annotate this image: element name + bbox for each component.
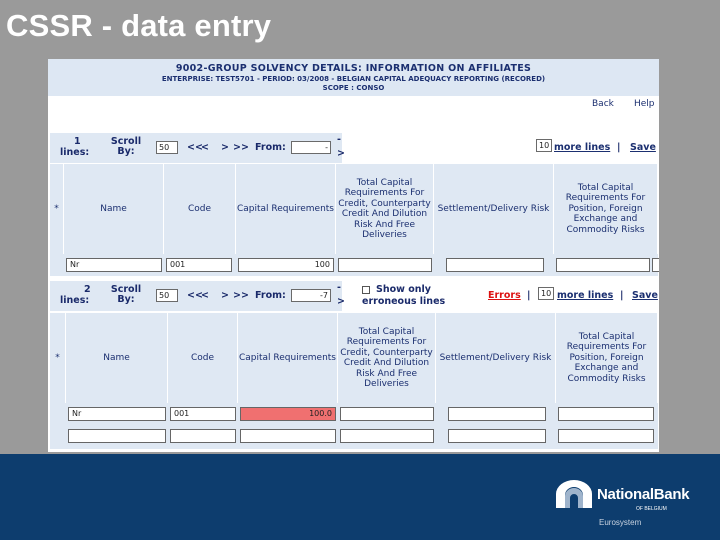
erroneous-lines-label: erroneous lines — [362, 296, 446, 307]
table-row — [50, 404, 658, 424]
separator: | — [617, 142, 621, 153]
form-header — [48, 59, 659, 96]
help-link[interactable]: Help — [634, 99, 655, 109]
code-field[interactable]: 001 — [166, 258, 232, 272]
panel2-controls — [50, 281, 658, 311]
col-name: Name — [66, 313, 168, 403]
credit-risk-field[interactable] — [338, 258, 432, 272]
show-only-checkbox[interactable] — [362, 286, 370, 294]
col-code: Code — [168, 313, 238, 403]
nav-next[interactable]: > — [221, 290, 229, 301]
name-field[interactable]: Nr — [68, 407, 166, 421]
save-link[interactable]: Save — [630, 142, 656, 153]
eurosystem-label: Eurosystem — [599, 518, 642, 527]
settlement-risk-field[interactable] — [446, 258, 544, 272]
col-code: Code — [164, 164, 236, 254]
col-position-risk: Total Capital Requirements For Position, Foreign Exchange and Commodity Risks — [554, 164, 658, 254]
settlement-risk-field[interactable] — [448, 407, 546, 421]
national-bank-logo-icon — [552, 478, 596, 510]
code-field[interactable] — [170, 429, 236, 443]
bank-name: NationalBank — [597, 486, 690, 503]
capital-requirements-field[interactable]: 100.0 — [240, 407, 336, 421]
col-position-risk: Total Capital Requirements For Position, Foreign Exchange and Commodity Risks — [556, 313, 658, 403]
from-input[interactable]: -7 — [291, 289, 331, 302]
settlement-risk-field[interactable] — [448, 429, 546, 443]
form-subtitle: ENTERPRISE: TEST5701 - PERIOD: 03/2008 - BELGIAN CAPITAL ADEQUACY REPORTING (RECORED) — [161, 75, 546, 83]
col-settlement-risk: Settlement/Delivery Risk — [436, 313, 556, 403]
name-field[interactable]: Nr — [66, 258, 162, 272]
lines-count: 2 — [84, 284, 91, 295]
name-field[interactable] — [68, 429, 166, 443]
more-lines-input[interactable]: 10 — [536, 139, 552, 152]
from-label: From: — [255, 142, 286, 153]
nav-prev[interactable]: < — [201, 142, 209, 153]
col-settlement-risk: Settlement/Delivery Risk — [434, 164, 554, 254]
capital-requirements-field[interactable] — [240, 429, 336, 443]
form-scope: SCOPE : CONSO — [322, 84, 385, 92]
scroll-by-input[interactable]: 50 — [156, 289, 178, 302]
position-risk-field[interactable] — [558, 429, 654, 443]
scroll-by-input[interactable]: 50 — [156, 141, 178, 154]
marker-col: * — [50, 164, 64, 254]
more-lines-input[interactable]: 10 — [538, 287, 554, 300]
save-link[interactable]: Save — [632, 290, 658, 301]
back-link[interactable]: Back — [592, 99, 614, 109]
marker-col: * — [50, 313, 66, 403]
show-only-label: Show only — [376, 284, 431, 295]
capital-requirements-field[interactable]: 100 — [238, 258, 334, 272]
separator: | — [527, 290, 531, 301]
col-credit-risk: Total Capital Requirements For Credit, Counterparty Credit And Dilution Risk And Free Deliveries — [338, 313, 436, 403]
nav-last[interactable]: >> — [233, 142, 249, 153]
minus-button[interactable]: - — [337, 282, 341, 293]
credit-risk-field[interactable] — [340, 407, 434, 421]
col-capital-requirements: Capital Requirements — [238, 313, 338, 403]
from-input[interactable]: - — [291, 141, 331, 154]
lines-label: lines: — [60, 295, 90, 306]
slide-title: CSSR - data entry — [6, 8, 272, 43]
table-row — [50, 255, 658, 275]
panel1-controls — [50, 133, 658, 163]
panel2-grid — [50, 313, 658, 449]
nav-last[interactable]: >> — [233, 290, 249, 301]
nav-next[interactable]: > — [221, 142, 229, 153]
more-lines-link[interactable]: more lines — [557, 290, 614, 301]
nav-first[interactable]: << — [187, 290, 203, 301]
separator: | — [620, 290, 624, 301]
lines-count: 1 — [74, 136, 81, 147]
nav-prev[interactable]: < — [201, 290, 209, 301]
gt-button[interactable]: > — [337, 148, 345, 159]
extra-field[interactable] — [652, 258, 659, 272]
minus-button[interactable]: - — [337, 134, 341, 145]
gt-button[interactable]: > — [337, 296, 345, 307]
from-label: From: — [255, 290, 286, 301]
bank-subtitle: OF BELGIUM — [636, 506, 667, 512]
form-title: 9002-GROUP SOLVENCY DETAILS: INFORMATION ON AFFILIATES — [175, 63, 532, 74]
scroll-label: Scroll By: — [110, 136, 142, 157]
credit-risk-field[interactable] — [340, 429, 434, 443]
errors-link[interactable]: Errors — [488, 290, 521, 301]
col-capital-requirements: Capital Requirements — [236, 164, 336, 254]
code-field[interactable]: 001 — [170, 407, 236, 421]
panel1-grid — [50, 164, 658, 276]
more-lines-link[interactable]: more lines — [554, 142, 611, 153]
col-name: Name — [64, 164, 164, 254]
screenshot-window — [48, 59, 659, 452]
nav-first[interactable]: << — [187, 142, 203, 153]
position-risk-field[interactable] — [556, 258, 650, 272]
table-row — [50, 426, 658, 446]
scroll-label: Scroll By: — [110, 284, 142, 305]
col-credit-risk: Total Capital Requirements For Credit, Counterparty Credit And Dilution Risk And Free Deliveries — [336, 164, 434, 254]
position-risk-field[interactable] — [558, 407, 654, 421]
lines-label: lines: — [60, 147, 90, 158]
